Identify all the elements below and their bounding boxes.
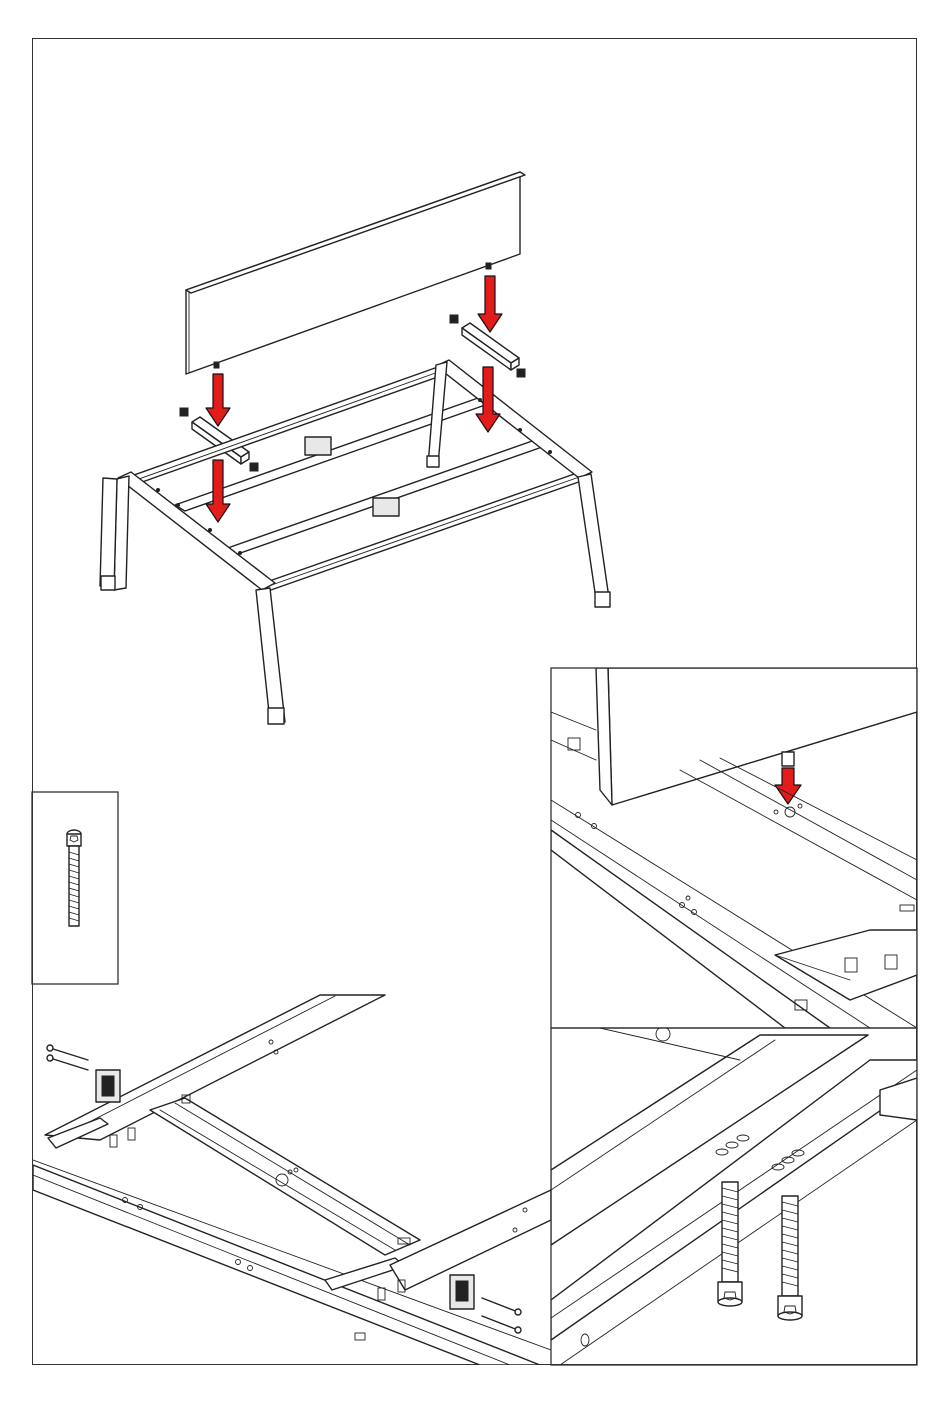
panel-pin — [486, 263, 491, 269]
center-bracket — [373, 498, 399, 516]
panel-pin — [214, 362, 219, 368]
fixing-plate — [450, 315, 458, 323]
fixing-plate — [250, 463, 258, 471]
fixing-plate — [517, 369, 525, 377]
fixing-plate — [180, 408, 188, 416]
leg-front-right — [578, 474, 610, 606]
leg-front-left — [256, 588, 285, 722]
center-bracket — [305, 437, 331, 455]
down-arrow-icon — [478, 276, 502, 332]
desk-frame — [100, 360, 610, 724]
down-arrow-icon — [206, 374, 230, 426]
